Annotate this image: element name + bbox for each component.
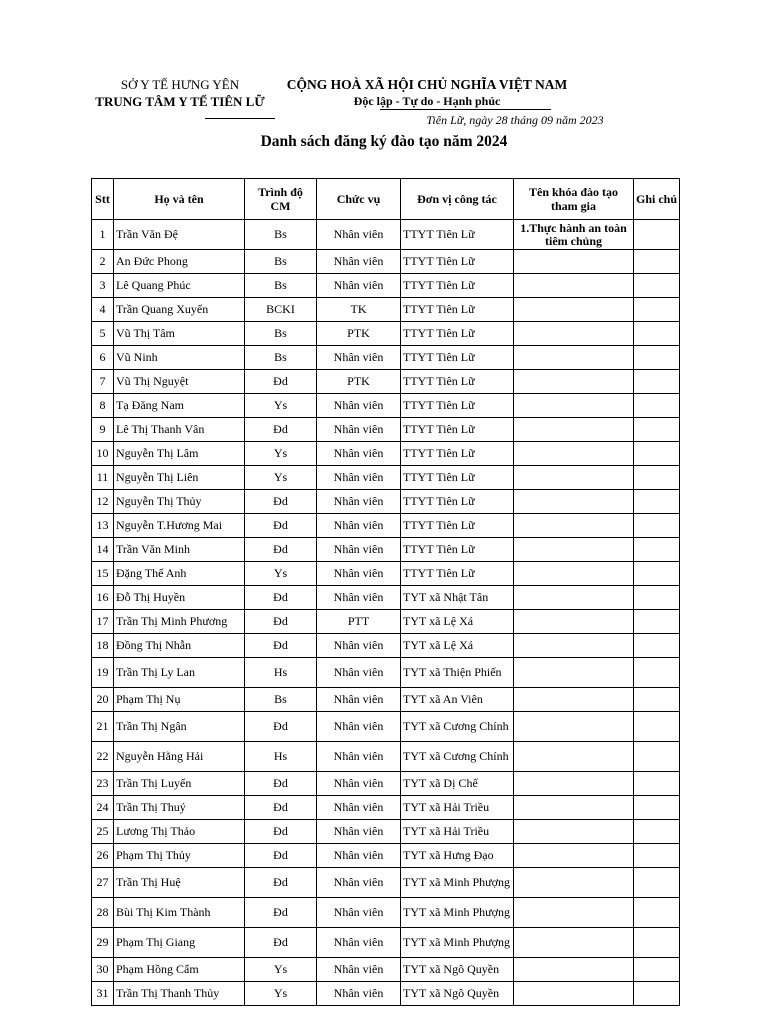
notes-cell bbox=[634, 418, 680, 442]
notes-cell bbox=[634, 928, 680, 958]
qualification-cell: Đd bbox=[245, 868, 317, 898]
table-row bbox=[92, 868, 680, 898]
qualification-cell: Bs bbox=[245, 274, 317, 298]
notes-cell bbox=[634, 538, 680, 562]
workplace-cell: TTYT Tiên Lữ bbox=[401, 274, 514, 298]
position-cell: Nhân viên bbox=[317, 898, 401, 928]
staff-name-cell: Trần Văn Đệ bbox=[114, 220, 245, 250]
staff-name-cell: Nguyễn T.Hương Mai bbox=[114, 514, 245, 538]
table-header-row bbox=[92, 179, 680, 220]
table-row bbox=[92, 514, 680, 538]
position-cell: Nhân viên bbox=[317, 274, 401, 298]
table-row bbox=[92, 220, 680, 250]
training-course-cell bbox=[514, 250, 634, 274]
workplace-cell: TTYT Tiên Lữ bbox=[401, 514, 514, 538]
notes-cell bbox=[634, 712, 680, 742]
training-course-cell bbox=[514, 898, 634, 928]
row-number-cell: 30 bbox=[92, 958, 114, 982]
row-number-cell: 13 bbox=[92, 514, 114, 538]
row-number-cell: 20 bbox=[92, 688, 114, 712]
staff-name-cell: Trần Thị Thanh Thủy bbox=[114, 982, 245, 1006]
workplace-cell: TTYT Tiên Lữ bbox=[401, 490, 514, 514]
workplace-cell: TTYT Tiên Lữ bbox=[401, 322, 514, 346]
table-row bbox=[92, 634, 680, 658]
row-number-cell: 1 bbox=[92, 220, 114, 250]
qualification-cell: Đd bbox=[245, 634, 317, 658]
staff-name-cell: Đặng Thế Anh bbox=[114, 562, 245, 586]
table-row bbox=[92, 772, 680, 796]
notes-cell bbox=[634, 898, 680, 928]
qualification-cell: Đd bbox=[245, 490, 317, 514]
qualification-cell: Ys bbox=[245, 394, 317, 418]
table-row bbox=[92, 742, 680, 772]
training-course-cell bbox=[514, 610, 634, 634]
training-course-cell bbox=[514, 490, 634, 514]
workplace-cell: TTYT Tiên Lữ bbox=[401, 298, 514, 322]
staff-name-cell: Vũ Ninh bbox=[114, 346, 245, 370]
workplace-cell: TYT xã Lệ Xá bbox=[401, 610, 514, 634]
workplace-cell: TYT xã Ngô Quyền bbox=[401, 982, 514, 1006]
row-number-cell: 21 bbox=[92, 712, 114, 742]
table-row bbox=[92, 346, 680, 370]
staff-name-cell: Đồng Thị Nhẫn bbox=[114, 634, 245, 658]
staff-name-cell: Trần Văn Minh bbox=[114, 538, 245, 562]
nation-name: CỘNG HOÀ XÃ HỘI CHỦ NGHĨA VIỆT NAM bbox=[286, 77, 568, 92]
notes-cell bbox=[634, 982, 680, 1006]
column-header-position: Chức vụ bbox=[317, 179, 401, 220]
training-course-cell bbox=[514, 562, 634, 586]
notes-cell bbox=[634, 490, 680, 514]
training-course-cell bbox=[514, 958, 634, 982]
row-number-cell: 3 bbox=[92, 274, 114, 298]
notes-cell bbox=[634, 772, 680, 796]
table-row bbox=[92, 586, 680, 610]
row-number-cell: 8 bbox=[92, 394, 114, 418]
workplace-cell: TTYT Tiên Lữ bbox=[401, 418, 514, 442]
training-registration-table bbox=[91, 178, 680, 1006]
row-number-cell: 11 bbox=[92, 466, 114, 490]
notes-cell bbox=[634, 586, 680, 610]
workplace-cell: TTYT Tiên Lữ bbox=[401, 346, 514, 370]
qualification-cell: Đd bbox=[245, 844, 317, 868]
row-number-cell: 16 bbox=[92, 586, 114, 610]
notes-cell bbox=[634, 658, 680, 688]
table-row bbox=[92, 274, 680, 298]
staff-name-cell: Phạm Hồng Cẩm bbox=[114, 958, 245, 982]
national-heading bbox=[262, 76, 592, 110]
position-cell: Nhân viên bbox=[317, 958, 401, 982]
notes-cell bbox=[634, 844, 680, 868]
column-header-name: Họ và tên bbox=[114, 179, 245, 220]
national-motto: Độc lập - Tự do - Hạnh phúc bbox=[353, 94, 501, 108]
workplace-cell: TTYT Tiên Lữ bbox=[401, 442, 514, 466]
position-cell: Nhân viên bbox=[317, 538, 401, 562]
row-number-cell: 19 bbox=[92, 658, 114, 688]
position-cell: PTT bbox=[317, 610, 401, 634]
place-date-line: Tiên Lữ, ngày 28 tháng 09 năm 2023 bbox=[426, 113, 604, 127]
workplace-cell: TYT xã Minh Phượng bbox=[401, 868, 514, 898]
position-cell: Nhân viên bbox=[317, 772, 401, 796]
row-number-cell: 26 bbox=[92, 844, 114, 868]
table-row bbox=[92, 298, 680, 322]
qualification-cell: Đd bbox=[245, 370, 317, 394]
qualification-cell: Đd bbox=[245, 538, 317, 562]
row-number-cell: 17 bbox=[92, 610, 114, 634]
qualification-cell: Đd bbox=[245, 586, 317, 610]
notes-cell bbox=[634, 346, 680, 370]
staff-name-cell: Trần Thị Luyến bbox=[114, 772, 245, 796]
training-course-cell bbox=[514, 274, 634, 298]
notes-cell bbox=[634, 688, 680, 712]
staff-name-cell: Lê Thị Thanh Vân bbox=[114, 418, 245, 442]
staff-name-cell: Trần Thị Minh Phương bbox=[114, 610, 245, 634]
table-row bbox=[92, 442, 680, 466]
training-course-cell bbox=[514, 370, 634, 394]
training-course-cell bbox=[514, 514, 634, 538]
qualification-cell: Đd bbox=[245, 898, 317, 928]
staff-name-cell: Lương Thị Thảo bbox=[114, 820, 245, 844]
notes-cell bbox=[634, 466, 680, 490]
training-course-cell bbox=[514, 442, 634, 466]
column-header-stt: Stt bbox=[92, 179, 114, 220]
workplace-cell: TYT xã An Viên bbox=[401, 688, 514, 712]
column-header-qualification: Trình độ CM bbox=[245, 179, 317, 220]
row-number-cell: 27 bbox=[92, 868, 114, 898]
notes-cell bbox=[634, 958, 680, 982]
staff-name-cell: An Đức Phong bbox=[114, 250, 245, 274]
position-cell: Nhân viên bbox=[317, 820, 401, 844]
table-row bbox=[92, 928, 680, 958]
table-row bbox=[92, 538, 680, 562]
position-cell: Nhân viên bbox=[317, 712, 401, 742]
training-course-cell bbox=[514, 712, 634, 742]
notes-cell bbox=[634, 322, 680, 346]
notes-cell bbox=[634, 442, 680, 466]
notes-cell bbox=[634, 868, 680, 898]
training-course-cell bbox=[514, 394, 634, 418]
notes-cell bbox=[634, 796, 680, 820]
notes-cell bbox=[634, 634, 680, 658]
position-cell: Nhân viên bbox=[317, 844, 401, 868]
row-number-cell: 2 bbox=[92, 250, 114, 274]
position-cell: Nhân viên bbox=[317, 442, 401, 466]
training-course-cell bbox=[514, 346, 634, 370]
training-course-cell bbox=[514, 820, 634, 844]
notes-cell bbox=[634, 562, 680, 586]
training-course-cell bbox=[514, 586, 634, 610]
qualification-cell: Ys bbox=[245, 562, 317, 586]
row-number-cell: 29 bbox=[92, 928, 114, 958]
workplace-cell: TYT xã Hưng Đạo bbox=[401, 844, 514, 868]
workplace-cell: TYT xã Cương Chính bbox=[401, 712, 514, 742]
table-body bbox=[92, 220, 680, 1006]
training-course-cell bbox=[514, 466, 634, 490]
notes-cell bbox=[634, 610, 680, 634]
training-course-cell bbox=[514, 742, 634, 772]
training-course-cell: 1.Thực hành an toàn tiêm chủng bbox=[514, 220, 634, 250]
notes-cell bbox=[634, 820, 680, 844]
staff-name-cell: Nguyễn Thị Liên bbox=[114, 466, 245, 490]
position-cell: Nhân viên bbox=[317, 490, 401, 514]
row-number-cell: 31 bbox=[92, 982, 114, 1006]
training-course-cell bbox=[514, 658, 634, 688]
row-number-cell: 24 bbox=[92, 796, 114, 820]
notes-cell bbox=[634, 394, 680, 418]
qualification-cell: Hs bbox=[245, 658, 317, 688]
staff-name-cell: Lê Quang Phúc bbox=[114, 274, 245, 298]
staff-name-cell: Trần Quang Xuyến bbox=[114, 298, 245, 322]
notes-cell bbox=[634, 742, 680, 772]
motto-underline bbox=[380, 109, 551, 110]
row-number-cell: 25 bbox=[92, 820, 114, 844]
workplace-cell: TTYT Tiên Lữ bbox=[401, 538, 514, 562]
position-cell: Nhân viên bbox=[317, 514, 401, 538]
position-cell: Nhân viên bbox=[317, 982, 401, 1006]
workplace-cell: TTYT Tiên Lữ bbox=[401, 394, 514, 418]
position-cell: Nhân viên bbox=[317, 250, 401, 274]
table-row bbox=[92, 712, 680, 742]
table-row bbox=[92, 490, 680, 514]
staff-name-cell: Bùi Thị Kim Thành bbox=[114, 898, 245, 928]
workplace-cell: TTYT Tiên Lữ bbox=[401, 562, 514, 586]
position-cell: Nhân viên bbox=[317, 742, 401, 772]
table-row bbox=[92, 898, 680, 928]
qualification-cell: Đd bbox=[245, 928, 317, 958]
training-course-cell bbox=[514, 634, 634, 658]
staff-name-cell: Vũ Thị Nguyệt bbox=[114, 370, 245, 394]
training-course-cell bbox=[514, 538, 634, 562]
center-name: TRUNG TÂM Y TẾ TIÊN LỮ bbox=[95, 94, 265, 109]
qualification-cell: Đd bbox=[245, 418, 317, 442]
table-row bbox=[92, 796, 680, 820]
notes-cell bbox=[634, 274, 680, 298]
position-cell: Nhân viên bbox=[317, 658, 401, 688]
training-course-cell bbox=[514, 868, 634, 898]
workplace-cell: TTYT Tiên Lữ bbox=[401, 370, 514, 394]
table-row bbox=[92, 418, 680, 442]
column-header-workplace: Đơn vị công tác bbox=[401, 179, 514, 220]
qualification-cell: Ys bbox=[245, 982, 317, 1006]
document-title: Danh sách đăng ký đào tạo năm 2024 bbox=[260, 133, 508, 150]
position-cell: Nhân viên bbox=[317, 928, 401, 958]
qualification-cell: Đd bbox=[245, 796, 317, 820]
qualification-cell: Ys bbox=[245, 442, 317, 466]
qualification-cell: Bs bbox=[245, 220, 317, 250]
table-row bbox=[92, 394, 680, 418]
position-cell: PTK bbox=[317, 370, 401, 394]
workplace-cell: TYT xã Ngô Quyền bbox=[401, 958, 514, 982]
qualification-cell: Đd bbox=[245, 772, 317, 796]
position-cell: Nhân viên bbox=[317, 688, 401, 712]
staff-name-cell: Đỗ Thị Huyền bbox=[114, 586, 245, 610]
table-row bbox=[92, 688, 680, 712]
department-name: SỞ Y TẾ HƯNG YÊN bbox=[120, 77, 240, 92]
row-number-cell: 15 bbox=[92, 562, 114, 586]
workplace-cell: TYT xã Dị Chế bbox=[401, 772, 514, 796]
center-underline bbox=[205, 118, 275, 119]
workplace-cell: TTYT Tiên Lữ bbox=[401, 250, 514, 274]
qualification-cell: Đd bbox=[245, 712, 317, 742]
row-number-cell: 18 bbox=[92, 634, 114, 658]
training-course-cell bbox=[514, 844, 634, 868]
training-course-cell bbox=[514, 322, 634, 346]
row-number-cell: 12 bbox=[92, 490, 114, 514]
position-cell: Nhân viên bbox=[317, 346, 401, 370]
training-course-cell bbox=[514, 928, 634, 958]
training-course-cell bbox=[514, 298, 634, 322]
position-cell: Nhân viên bbox=[317, 220, 401, 250]
position-cell: Nhân viên bbox=[317, 586, 401, 610]
row-number-cell: 7 bbox=[92, 370, 114, 394]
qualification-cell: Bs bbox=[245, 322, 317, 346]
notes-cell bbox=[634, 220, 680, 250]
qualification-cell: Hs bbox=[245, 742, 317, 772]
workplace-cell: TTYT Tiên Lữ bbox=[401, 466, 514, 490]
staff-name-cell: Nguyễn Thị Thủy bbox=[114, 490, 245, 514]
training-course-cell bbox=[514, 418, 634, 442]
qualification-cell: Đd bbox=[245, 820, 317, 844]
notes-cell bbox=[634, 514, 680, 538]
row-number-cell: 23 bbox=[92, 772, 114, 796]
workplace-cell: TYT xã Thiện Phiến bbox=[401, 658, 514, 688]
qualification-cell: Bs bbox=[245, 688, 317, 712]
staff-name-cell: Nguyễn Thị Lâm bbox=[114, 442, 245, 466]
workplace-cell: TTYT Tiên Lữ bbox=[401, 220, 514, 250]
workplace-cell: TYT xã Nhật Tân bbox=[401, 586, 514, 610]
row-number-cell: 4 bbox=[92, 298, 114, 322]
qualification-cell: Đd bbox=[245, 514, 317, 538]
qualification-cell: Bs bbox=[245, 346, 317, 370]
training-course-cell bbox=[514, 982, 634, 1006]
table-row bbox=[92, 466, 680, 490]
workplace-cell: TYT xã Minh Phượng bbox=[401, 928, 514, 958]
workplace-cell: TYT xã Hải Triều bbox=[401, 796, 514, 820]
staff-name-cell: Phạm Thị Thủy bbox=[114, 844, 245, 868]
staff-name-cell: Tạ Đăng Nam bbox=[114, 394, 245, 418]
position-cell: TK bbox=[317, 298, 401, 322]
qualification-cell: Ys bbox=[245, 466, 317, 490]
qualification-cell: Ys bbox=[245, 958, 317, 982]
row-number-cell: 9 bbox=[92, 418, 114, 442]
qualification-cell: Bs bbox=[245, 250, 317, 274]
staff-name-cell: Vũ Thị Tâm bbox=[114, 322, 245, 346]
notes-cell bbox=[634, 298, 680, 322]
table-row bbox=[92, 250, 680, 274]
staff-name-cell: Nguyễn Hằng Hải bbox=[114, 742, 245, 772]
table-row bbox=[92, 562, 680, 586]
table-row bbox=[92, 844, 680, 868]
position-cell: Nhân viên bbox=[317, 562, 401, 586]
row-number-cell: 22 bbox=[92, 742, 114, 772]
qualification-cell: Đd bbox=[245, 610, 317, 634]
table-row bbox=[92, 958, 680, 982]
table-row bbox=[92, 322, 680, 346]
staff-name-cell: Trần Thị Huệ bbox=[114, 868, 245, 898]
notes-cell bbox=[634, 370, 680, 394]
workplace-cell: TYT xã Minh Phượng bbox=[401, 898, 514, 928]
position-cell: Nhân viên bbox=[317, 796, 401, 820]
staff-name-cell: Trần Thị Thuý bbox=[114, 796, 245, 820]
column-header-notes: Ghi chú bbox=[634, 179, 680, 220]
staff-name-cell: Phạm Thị Giang bbox=[114, 928, 245, 958]
staff-name-cell: Trần Thị Ly Lan bbox=[114, 658, 245, 688]
issuing-organization bbox=[80, 76, 280, 110]
table-row bbox=[92, 982, 680, 1006]
training-course-cell bbox=[514, 688, 634, 712]
position-cell: PTK bbox=[317, 322, 401, 346]
table-row bbox=[92, 820, 680, 844]
position-cell: Nhân viên bbox=[317, 634, 401, 658]
workplace-cell: TYT xã Lệ Xá bbox=[401, 634, 514, 658]
workplace-cell: TYT xã Cương Chính bbox=[401, 742, 514, 772]
table-row bbox=[92, 658, 680, 688]
row-number-cell: 6 bbox=[92, 346, 114, 370]
training-course-cell bbox=[514, 796, 634, 820]
table-row bbox=[92, 370, 680, 394]
row-number-cell: 5 bbox=[92, 322, 114, 346]
position-cell: Nhân viên bbox=[317, 418, 401, 442]
row-number-cell: 10 bbox=[92, 442, 114, 466]
column-header-training-course: Tên khóa đào tạo tham gia bbox=[514, 179, 634, 220]
table-row bbox=[92, 610, 680, 634]
position-cell: Nhân viên bbox=[317, 466, 401, 490]
row-number-cell: 14 bbox=[92, 538, 114, 562]
qualification-cell: BCKI bbox=[245, 298, 317, 322]
row-number-cell: 28 bbox=[92, 898, 114, 928]
staff-name-cell: Phạm Thị Nụ bbox=[114, 688, 245, 712]
workplace-cell: TYT xã Hải Triều bbox=[401, 820, 514, 844]
staff-name-cell: Trần Thị Ngân bbox=[114, 712, 245, 742]
training-course-cell bbox=[514, 772, 634, 796]
position-cell: Nhân viên bbox=[317, 394, 401, 418]
notes-cell bbox=[634, 250, 680, 274]
position-cell: Nhân viên bbox=[317, 868, 401, 898]
